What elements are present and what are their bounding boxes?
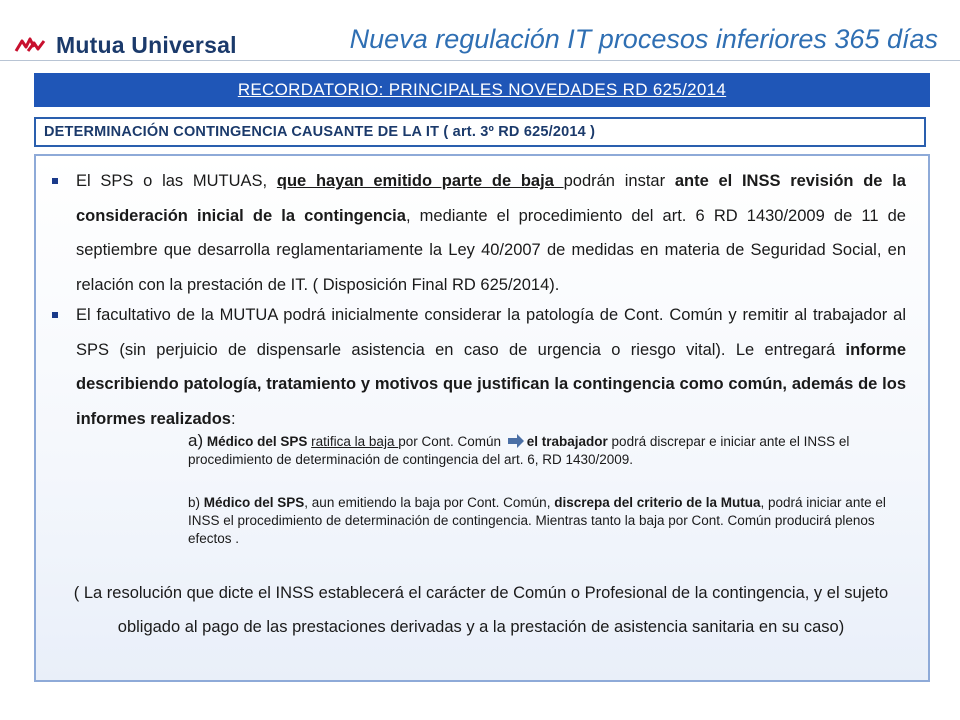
square-bullet-icon (52, 312, 58, 318)
reminder-banner: RECORDATORIO: PRINCIPALES NOVEDADES RD 625/2014 (34, 73, 930, 107)
bullet-text-part: El facultativo de la MUTUA podrá inicialmente considerar la patología de Cont. Común y remitir al trabajador al SPS (sin perjuicio de dispensarle asistencia en caso de urgencia o riesgo vital). Le entregará (76, 306, 906, 359)
sub-item-bold: Médico del SPS (203, 434, 312, 449)
brand-logo (14, 30, 237, 60)
header-divider (0, 60, 960, 61)
bullet-item (52, 298, 906, 436)
bullet-text (76, 298, 906, 436)
sub-item-text: , aun emitiendo la baja por Cont. Común, (304, 495, 555, 510)
sub-item-label: a) (188, 431, 204, 450)
square-bullet-icon (52, 178, 58, 184)
bullet-text-bold: informe describiendo patología, tratamiento y motivos que justifican la contingencia como común, además de los informes realizados (76, 340, 906, 428)
sub-item-text: , podrá iniciar ante el INSS el procedimiento de determinación de contingencia. Mientras tanto la baja por Cont. Común producirá plenos efectos . (188, 495, 886, 546)
bullet-item (52, 164, 906, 302)
sub-item-label: b) (188, 495, 204, 510)
mutua-universal-logo-icon (14, 35, 48, 55)
bullet-text-part: : (230, 409, 236, 428)
content-panel (34, 154, 930, 682)
bullet-text-part: podrán instar (563, 172, 675, 190)
sub-item-b (188, 494, 888, 548)
sub-item-text: por Cont. Común (398, 434, 505, 449)
logo-text: Mutua Universal (56, 31, 237, 58)
arrow-right-icon (507, 434, 525, 448)
resolution-note: ( La resolución que dicte el INSS establecerá el carácter de Común o Profesional de la contingencia, y el sujeto obligado al pago de las prestaciones derivadas y a la prestación de asistencia sanitaria en su caso) (73, 584, 889, 636)
sub-item-underlined: ratifica la baja (311, 434, 399, 449)
bullet-text-part: El SPS o las MUTUAS, (76, 172, 277, 190)
bullet-text-part: , mediante el procedimiento del art. 6 RD 1430/2009 de 11 de septiembre que desarrolla reglamentariamente la Ley 40/2007 de medidas en materia de Seguridad Social, en relación con la prestación de IT. ( Disposición Final RD 625/2014). (76, 206, 906, 294)
page-title: Nueva regulación IT procesos inferiores 365 días (349, 24, 938, 54)
bullet-text-bold: ante el INSS revisión de la consideración inicial de la contingencia (76, 172, 906, 225)
sub-item-a (188, 432, 888, 469)
sub-item-bold: Médico del SPS (203, 495, 305, 510)
sub-item-bold: el trabajador (526, 434, 608, 449)
sub-item-bold: discrepa del criterio de la Mutua (554, 495, 761, 510)
bullet-text (76, 164, 906, 302)
section-heading: DETERMINACIÓN CONTINGENCIA CAUSANTE DE LA IT ( art. 3º RD 625/2014 ) (34, 117, 926, 147)
sub-item-text: podrá discrepar e iniciar ante el INSS el procedimiento de determinación de contingencia del art. 6, RD 1430/2009. (188, 434, 850, 467)
bullet-text-underlined: que hayan emitido parte de baja (276, 172, 564, 190)
